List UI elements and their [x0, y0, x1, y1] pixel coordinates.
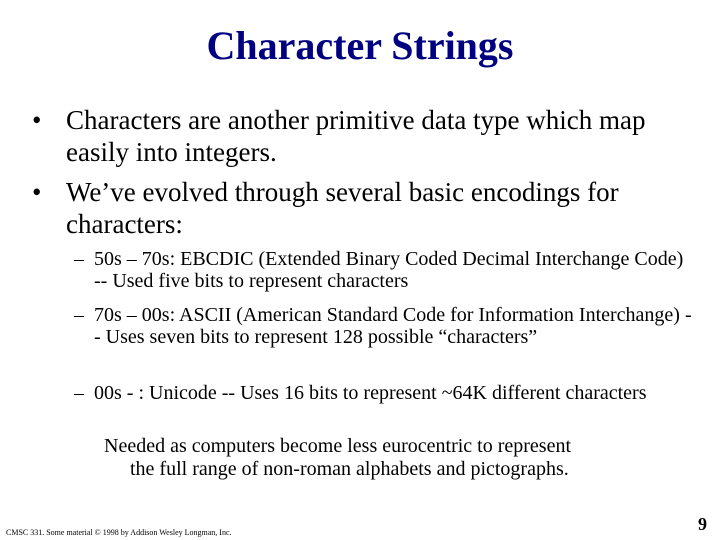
sub-bullet-text: 00s - : Unicode -- Uses 16 bits to represent ~64K different characters [94, 382, 647, 404]
bullet-item [32, 104, 692, 168]
sub-bullet-marker: – [74, 248, 84, 270]
sub-bullet-item [74, 248, 694, 292]
sub-bullet-text: 50s – 70s: EBCDIC (Extended Binary Coded Decimal Interchange Code) -- Used five bits to represent characters [94, 248, 684, 292]
bullet-marker: • [32, 177, 42, 207]
sub-bullet-marker: – [74, 382, 84, 404]
slide-title: Character Strings [206, 23, 514, 68]
bullet-item [32, 176, 692, 240]
sub-bullet-text: 70s – 00s: ASCII (American Standard Code for Information Interchange) -- Uses seven bits to represent 128 possible “characters” [94, 304, 692, 348]
page-number: 9 [698, 514, 707, 534]
sub-bullet-item [74, 304, 694, 348]
sub-bullet-marker: – [74, 304, 84, 326]
bullet-marker: • [32, 105, 42, 135]
bullet-text: Characters are another primitive data type which map easily into integers. [66, 105, 646, 167]
note-paragraph [104, 435, 684, 481]
sub-bullet-item [74, 382, 694, 404]
footer-copyright: CMSC 331. Some material © 1998 by Addison Wesley Longman, Inc. [6, 528, 232, 537]
note-line: Needed as computers become less eurocentric to represent [104, 435, 572, 457]
bullet-text: We’ve evolved through several basic encodings for characters: [66, 177, 619, 239]
note-line: the full range of non-roman alphabets and pictographs. [130, 458, 569, 480]
